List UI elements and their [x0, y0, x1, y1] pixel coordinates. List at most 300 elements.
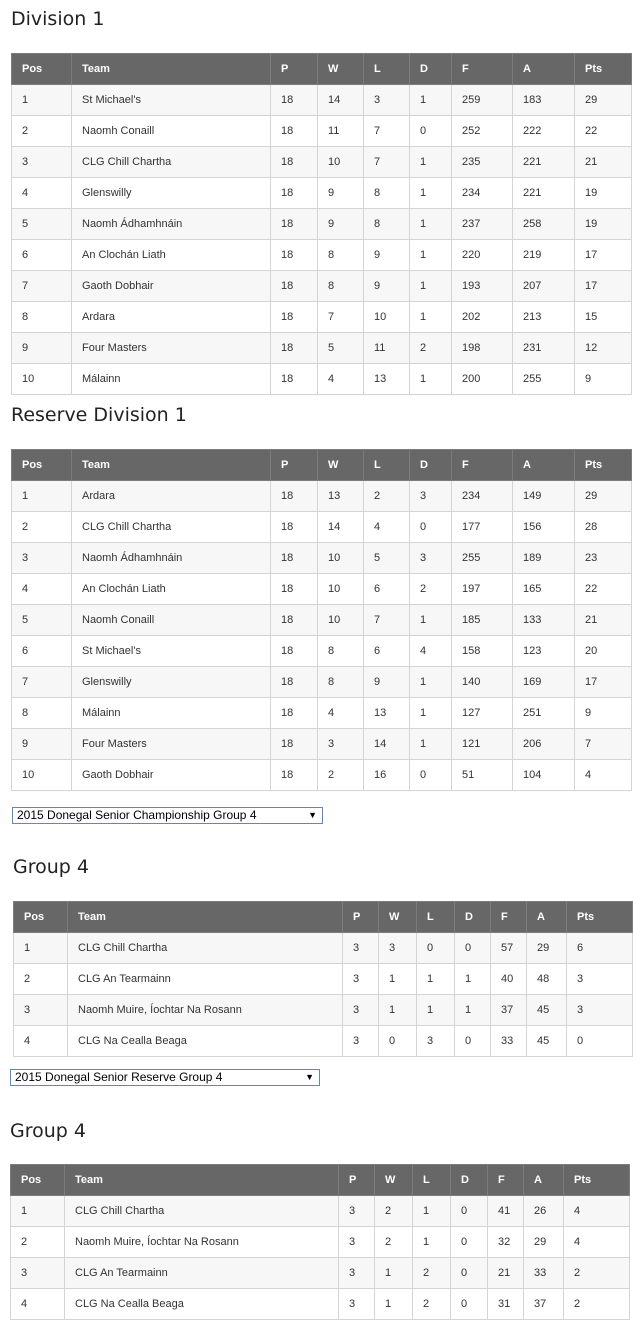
table-row [12, 605, 632, 636]
cell-lost: 1 [413, 1227, 451, 1258]
cell-lost: 1 [413, 1196, 451, 1227]
cell-drawn: 0 [451, 1227, 488, 1258]
cell-drawn: 3 [410, 481, 452, 512]
cell-played: 3 [339, 1196, 375, 1227]
select-value: 2015 Donegal Senior Championship Group 4 [17, 808, 257, 822]
table-row [12, 240, 632, 271]
cell-against: 221 [513, 178, 575, 209]
cell-for: 127 [452, 698, 513, 729]
cell-for: 40 [491, 964, 527, 995]
header-for: F [488, 1165, 524, 1196]
cell-points: 12 [575, 333, 632, 364]
cell-points: 21 [575, 147, 632, 178]
cell-lost: 2 [364, 481, 410, 512]
cell-lost: 1 [417, 995, 455, 1026]
table-row [12, 760, 632, 791]
cell-played: 3 [343, 933, 379, 964]
cell-won: 2 [375, 1227, 413, 1258]
cell-points: 20 [575, 636, 632, 667]
cell-played: 18 [271, 333, 318, 364]
cell-won: 8 [318, 636, 364, 667]
cell-for: 37 [491, 995, 527, 1026]
cell-team: Ardara [72, 481, 271, 512]
header-team: Team [72, 54, 271, 85]
cell-for: 237 [452, 209, 513, 240]
cell-for: 51 [452, 760, 513, 791]
cell-team: CLG An Tearmainn [65, 1258, 339, 1289]
cell-for: 220 [452, 240, 513, 271]
cell-drawn: 2 [410, 574, 452, 605]
header-points: Pts [575, 54, 632, 85]
cell-against: 149 [513, 481, 575, 512]
table-row [11, 1227, 630, 1258]
cell-team: Ardara [72, 302, 271, 333]
header-pos: Pos [14, 902, 68, 933]
header-drawn: D [410, 54, 452, 85]
cell-team: Naomh Conaill [72, 605, 271, 636]
table-row [12, 178, 632, 209]
cell-drawn: 1 [410, 302, 452, 333]
cell-lost: 1 [417, 964, 455, 995]
cell-won: 10 [318, 605, 364, 636]
cell-played: 18 [271, 209, 318, 240]
header-lost: L [364, 450, 410, 481]
cell-points: 7 [575, 729, 632, 760]
header-against: A [524, 1165, 564, 1196]
reserve-division-1-title: Reserve Division 1 [11, 404, 187, 426]
cell-against: 206 [513, 729, 575, 760]
cell-played: 18 [271, 240, 318, 271]
header-pos: Pos [12, 450, 72, 481]
header-points: Pts [575, 450, 632, 481]
cell-pos: 2 [14, 964, 68, 995]
cell-pos: 3 [11, 1258, 65, 1289]
cell-points: 4 [575, 760, 632, 791]
cell-team: Four Masters [72, 333, 271, 364]
cell-played: 18 [271, 85, 318, 116]
cell-pos: 10 [12, 760, 72, 791]
cell-won: 7 [318, 302, 364, 333]
cell-won: 8 [318, 240, 364, 271]
header-drawn: D [410, 450, 452, 481]
cell-team: An Clochán Liath [72, 574, 271, 605]
cell-pos: 7 [12, 667, 72, 698]
cell-for: 200 [452, 364, 513, 395]
cell-drawn: 1 [410, 605, 452, 636]
cell-pos: 4 [12, 574, 72, 605]
cell-won: 8 [318, 667, 364, 698]
header-pos: Pos [12, 54, 72, 85]
table-row [12, 271, 632, 302]
header-won: W [318, 54, 364, 85]
cell-pos: 6 [12, 636, 72, 667]
senior-group-4-table [13, 901, 633, 1057]
cell-won: 4 [318, 364, 364, 395]
cell-team: Naomh Ádhamhnáin [72, 543, 271, 574]
header-against: A [513, 54, 575, 85]
cell-won: 2 [375, 1196, 413, 1227]
header-points: Pts [567, 902, 633, 933]
reserve-group-4-table [10, 1164, 630, 1320]
header-against: A [513, 450, 575, 481]
header-pos: Pos [11, 1165, 65, 1196]
header-team: Team [65, 1165, 339, 1196]
cell-against: 189 [513, 543, 575, 574]
cell-drawn: 2 [410, 333, 452, 364]
cell-against: 29 [524, 1227, 564, 1258]
table-row [12, 302, 632, 333]
cell-won: 2 [318, 760, 364, 791]
cell-against: 48 [527, 964, 567, 995]
cell-won: 10 [318, 543, 364, 574]
cell-won: 3 [379, 933, 417, 964]
cell-won: 13 [318, 481, 364, 512]
select-value: 2015 Donegal Senior Reserve Group 4 [15, 1070, 223, 1084]
cell-pos: 3 [12, 543, 72, 574]
cell-points: 6 [567, 933, 633, 964]
cell-lost: 11 [364, 333, 410, 364]
cell-team: Naomh Muire, Íochtar Na Rosann [65, 1227, 339, 1258]
table-row [12, 116, 632, 147]
cell-lost: 6 [364, 636, 410, 667]
cell-points: 17 [575, 240, 632, 271]
cell-pos: 1 [12, 481, 72, 512]
header-for: F [491, 902, 527, 933]
cell-against: 183 [513, 85, 575, 116]
cell-played: 18 [271, 574, 318, 605]
cell-against: 222 [513, 116, 575, 147]
cell-points: 22 [575, 574, 632, 605]
cell-won: 1 [379, 995, 417, 1026]
cell-drawn: 1 [455, 964, 491, 995]
cell-lost: 13 [364, 698, 410, 729]
header-row [11, 1165, 630, 1196]
cell-pos: 3 [12, 147, 72, 178]
division-1-title: Division 1 [11, 8, 105, 30]
cell-pos: 3 [14, 995, 68, 1026]
cell-drawn: 1 [410, 209, 452, 240]
cell-team: Glenswilly [72, 178, 271, 209]
table-row [14, 995, 633, 1026]
cell-drawn: 0 [410, 512, 452, 543]
cell-against: 37 [524, 1289, 564, 1320]
cell-drawn: 1 [410, 147, 452, 178]
cell-points: 29 [575, 85, 632, 116]
cell-points: 19 [575, 178, 632, 209]
cell-lost: 2 [413, 1258, 451, 1289]
header-lost: L [364, 54, 410, 85]
cell-against: 29 [527, 933, 567, 964]
senior-group-4-title: Group 4 [13, 856, 89, 878]
table-row [12, 209, 632, 240]
table-row [12, 147, 632, 178]
cell-played: 18 [271, 636, 318, 667]
cell-team: Gaoth Dobhair [72, 271, 271, 302]
cell-against: 169 [513, 667, 575, 698]
header-points: Pts [564, 1165, 630, 1196]
cell-team: St Michael's [72, 636, 271, 667]
cell-for: 198 [452, 333, 513, 364]
cell-team: Málainn [72, 698, 271, 729]
cell-points: 17 [575, 667, 632, 698]
cell-pos: 2 [12, 116, 72, 147]
cell-played: 3 [343, 1026, 379, 1057]
senior-championship-group-select[interactable] [12, 807, 323, 824]
cell-drawn: 1 [455, 995, 491, 1026]
cell-lost: 9 [364, 667, 410, 698]
cell-won: 14 [318, 85, 364, 116]
cell-against: 258 [513, 209, 575, 240]
cell-points: 21 [575, 605, 632, 636]
cell-for: 235 [452, 147, 513, 178]
cell-points: 23 [575, 543, 632, 574]
table-row [12, 512, 632, 543]
cell-played: 3 [339, 1227, 375, 1258]
cell-played: 18 [271, 605, 318, 636]
table-row [12, 85, 632, 116]
cell-against: 33 [524, 1258, 564, 1289]
cell-played: 18 [271, 543, 318, 574]
cell-played: 18 [271, 760, 318, 791]
cell-lost: 7 [364, 147, 410, 178]
cell-for: 197 [452, 574, 513, 605]
cell-pos: 7 [12, 271, 72, 302]
cell-for: 140 [452, 667, 513, 698]
cell-played: 18 [271, 302, 318, 333]
cell-lost: 6 [364, 574, 410, 605]
cell-played: 18 [271, 481, 318, 512]
cell-points: 4 [564, 1196, 630, 1227]
cell-against: 219 [513, 240, 575, 271]
header-row [12, 54, 632, 85]
cell-against: 255 [513, 364, 575, 395]
cell-won: 1 [379, 964, 417, 995]
cell-pos: 9 [12, 333, 72, 364]
cell-pos: 1 [14, 933, 68, 964]
cell-won: 3 [318, 729, 364, 760]
header-drawn: D [455, 902, 491, 933]
cell-for: 202 [452, 302, 513, 333]
cell-won: 9 [318, 209, 364, 240]
cell-drawn: 1 [410, 667, 452, 698]
cell-team: Glenswilly [72, 667, 271, 698]
cell-drawn: 3 [410, 543, 452, 574]
cell-drawn: 0 [410, 116, 452, 147]
cell-drawn: 1 [410, 364, 452, 395]
cell-points: 2 [564, 1258, 630, 1289]
cell-for: 57 [491, 933, 527, 964]
cell-drawn: 0 [451, 1289, 488, 1320]
cell-pos: 5 [12, 605, 72, 636]
cell-points: 22 [575, 116, 632, 147]
cell-team: Málainn [72, 364, 271, 395]
cell-against: 45 [527, 1026, 567, 1057]
table-row [12, 364, 632, 395]
division-1-table [11, 53, 632, 395]
cell-lost: 4 [364, 512, 410, 543]
cell-won: 1 [375, 1258, 413, 1289]
cell-drawn: 1 [410, 85, 452, 116]
cell-team: CLG Chill Chartha [68, 933, 343, 964]
cell-team: CLG Chill Chartha [72, 147, 271, 178]
header-for: F [452, 450, 513, 481]
table-row [11, 1196, 630, 1227]
cell-pos: 1 [12, 85, 72, 116]
cell-points: 29 [575, 481, 632, 512]
cell-team: St Michael's [72, 85, 271, 116]
header-played: P [271, 54, 318, 85]
table-row [11, 1258, 630, 1289]
cell-won: 4 [318, 698, 364, 729]
cell-against: 45 [527, 995, 567, 1026]
cell-lost: 9 [364, 240, 410, 271]
cell-team: Naomh Muire, Íochtar Na Rosann [68, 995, 343, 1026]
cell-pos: 1 [11, 1196, 65, 1227]
header-against: A [527, 902, 567, 933]
cell-for: 185 [452, 605, 513, 636]
cell-team: CLG Chill Chartha [72, 512, 271, 543]
reserve-division-1-table [11, 449, 632, 791]
header-played: P [271, 450, 318, 481]
cell-points: 28 [575, 512, 632, 543]
cell-points: 9 [575, 698, 632, 729]
cell-team: An Clochán Liath [72, 240, 271, 271]
cell-pos: 4 [11, 1289, 65, 1320]
cell-pos: 4 [14, 1026, 68, 1057]
cell-against: 231 [513, 333, 575, 364]
cell-points: 15 [575, 302, 632, 333]
cell-team: Naomh Conaill [72, 116, 271, 147]
cell-won: 11 [318, 116, 364, 147]
triangle-down-icon: ▼ [308, 810, 317, 820]
table-row [12, 574, 632, 605]
cell-team: Naomh Ádhamhnáin [72, 209, 271, 240]
table-row [11, 1289, 630, 1320]
cell-pos: 8 [12, 698, 72, 729]
cell-for: 41 [488, 1196, 524, 1227]
cell-lost: 14 [364, 729, 410, 760]
cell-pos: 10 [12, 364, 72, 395]
cell-pos: 9 [12, 729, 72, 760]
reserve-group-4-title: Group 4 [10, 1120, 86, 1142]
cell-lost: 0 [417, 933, 455, 964]
cell-lost: 8 [364, 209, 410, 240]
cell-played: 18 [271, 512, 318, 543]
cell-team: CLG Chill Chartha [65, 1196, 339, 1227]
cell-drawn: 4 [410, 636, 452, 667]
cell-for: 234 [452, 481, 513, 512]
cell-points: 9 [575, 364, 632, 395]
cell-team: Four Masters [72, 729, 271, 760]
cell-drawn: 1 [410, 240, 452, 271]
cell-lost: 10 [364, 302, 410, 333]
cell-lost: 9 [364, 271, 410, 302]
cell-for: 32 [488, 1227, 524, 1258]
cell-won: 10 [318, 147, 364, 178]
cell-points: 3 [567, 964, 633, 995]
cell-won: 8 [318, 271, 364, 302]
header-drawn: D [451, 1165, 488, 1196]
cell-team: CLG Na Cealla Beaga [65, 1289, 339, 1320]
cell-lost: 8 [364, 178, 410, 209]
cell-pos: 8 [12, 302, 72, 333]
cell-points: 4 [564, 1227, 630, 1258]
cell-points: 17 [575, 271, 632, 302]
cell-played: 3 [339, 1289, 375, 1320]
table-row [12, 636, 632, 667]
cell-pos: 2 [11, 1227, 65, 1258]
cell-lost: 5 [364, 543, 410, 574]
cell-against: 26 [524, 1196, 564, 1227]
cell-against: 207 [513, 271, 575, 302]
table-row [12, 667, 632, 698]
cell-points: 3 [567, 995, 633, 1026]
cell-played: 3 [343, 995, 379, 1026]
table-row [14, 964, 633, 995]
cell-won: 9 [318, 178, 364, 209]
cell-against: 156 [513, 512, 575, 543]
cell-played: 18 [271, 271, 318, 302]
cell-played: 3 [343, 964, 379, 995]
cell-won: 14 [318, 512, 364, 543]
header-team: Team [72, 450, 271, 481]
table-row [12, 543, 632, 574]
cell-pos: 5 [12, 209, 72, 240]
cell-lost: 16 [364, 760, 410, 791]
senior-reserve-group-select[interactable] [10, 1069, 320, 1086]
cell-against: 165 [513, 574, 575, 605]
cell-for: 259 [452, 85, 513, 116]
header-row [14, 902, 633, 933]
cell-pos: 4 [12, 178, 72, 209]
table-row [12, 481, 632, 512]
cell-for: 255 [452, 543, 513, 574]
cell-pos: 2 [12, 512, 72, 543]
cell-drawn: 0 [455, 1026, 491, 1057]
cell-played: 18 [271, 698, 318, 729]
header-lost: L [417, 902, 455, 933]
cell-against: 213 [513, 302, 575, 333]
cell-for: 121 [452, 729, 513, 760]
header-won: W [318, 450, 364, 481]
cell-won: 1 [375, 1289, 413, 1320]
cell-played: 18 [271, 147, 318, 178]
cell-against: 123 [513, 636, 575, 667]
cell-drawn: 1 [410, 729, 452, 760]
cell-for: 158 [452, 636, 513, 667]
cell-for: 252 [452, 116, 513, 147]
header-won: W [379, 902, 417, 933]
cell-drawn: 1 [410, 178, 452, 209]
cell-for: 234 [452, 178, 513, 209]
cell-team: CLG An Tearmainn [68, 964, 343, 995]
cell-for: 33 [491, 1026, 527, 1057]
cell-lost: 7 [364, 605, 410, 636]
header-played: P [343, 902, 379, 933]
triangle-down-icon: ▼ [305, 1072, 314, 1082]
cell-played: 18 [271, 667, 318, 698]
cell-played: 18 [271, 116, 318, 147]
header-team: Team [68, 902, 343, 933]
cell-drawn: 0 [451, 1258, 488, 1289]
cell-drawn: 0 [451, 1196, 488, 1227]
cell-lost: 13 [364, 364, 410, 395]
table-row [14, 933, 633, 964]
table-row [14, 1026, 633, 1057]
cell-points: 19 [575, 209, 632, 240]
cell-played: 3 [339, 1258, 375, 1289]
cell-against: 221 [513, 147, 575, 178]
